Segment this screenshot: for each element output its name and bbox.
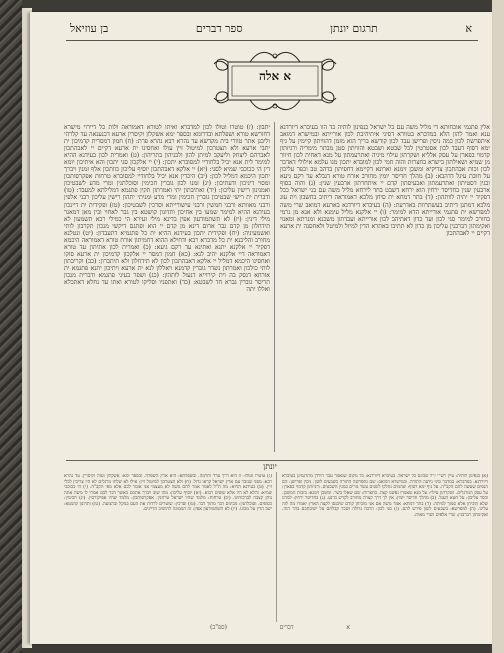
signature-mark: דברים xyxy=(279,624,294,631)
targum-column-left: יתבון: (ז) טוטרו וטולו לכון למדברא ואיתו לטורא דאמוראה ולות כל דיירוי מישרא דחורשא טורא ושפלתא ובדרומא ובספר ימא אשקלון וקיסרין ארעא דכנענאה עד קלרהי וליבנן אתר טוורי בית מקדשא עד נהרא רבא נהרא פרת: (ח) חמון דמסרית קדמיכון ית יתבי ארעא ולא תצטרכון למיטול זיין עולו ואחסינו ית ארעא דקיים יי לאבהתכון לאברהם ליצחק וליעקב למיתן להון ולבניהון בתריהון: (ט) ואמרית לכון בעידנא ההיא למימר לית אנא יכיל בלחודיי למסוברא יתכון: (י) יי אלקכון סגי יתכון והא איתיכון יומא דין הי ככוכבי שמיא לסגי: (יא) יי אלקא דאבהתכון יוסיף עליכון כוותכון אלף זמנין ויברך יתכון היכמא דמליל לכון: (יב) היכדין אנא יכיל בלחודיי למסוברא טרחות אפקרסותכון ומסוי דיניכון ודעתיכון: (יג) זמנו לכון גוברין חכימין וסוכלתנין ומרי מדע לשבטיכון ואמנינון רישין עליכון: (יד) ואתיבתון יתי ואמרתון תקין פתגמא דמלילתא למעבד: (טו) ודברית ית רישי שבטיכון גוברין חכימין ומרי מדע ומניתי יתהון רישין עליכון רבני אלפין ורבני מאוותא ורבני חמשין ורבני עישורייתא וסרכין לשבטיכון: (טז) ופקידית ית דיינכון בעידנא ההיא למימר שמעו בין אחיכון ותדונון קושטא בין גבר לאחוי ובין מאן דמאגר מילי דינין: (יז) לא תשתמודעון אפין בדינא מילי זעירא הי כמילי רבא תשמעון לא תידחלון מן קדם גבר ארום דינא מן קדם יי הוא ופתגם דיקשי מנכון תקרבון לותי ואשמעיניה: (יח) ופקידית יתכון בעידנא ההיא ית כל פתגמיא דתעבדון: (יט) ונטלנא מחורב והליכנא ית כל מדברא רבא ודחילא ההוא דחמיתון אורח טורא דאמוראה היכמא דפקיד יי אלקנא יתנא ואתינא עד רקם גיעא: (כ) ואמרית לכון אתיתון עד טורא דאמוראה דיי אלקנא יהיב לנא: (כא) חמון דמסר יי אלקכון קדמיכון ית ארעא סוקו ואחסינו היכמא דמליל יי אלקא דאבהתכון לכון לא תידחלון ולא תיתברון: (כב) וקריבתון לותי כולכון ואמרתון נשדר גוברין קדמנא ויאללון לנא ית ארעא ויתיבון יתנא פתגמא ית אורחא דנסק בה וית קירוייא דנעול לותהון: (כג) ושפר בעיני פתגמא ודברית מנכון תריסר גוברין גברא חד לשבטא: (כד) ואתפניו וסליקו לטורא ואתו עד נחלא דאתכלא ואללו יתה xyxy=(64,124,270,294)
book-page xyxy=(30,12,492,644)
targum-column-right: אלין פתגמי אוכחותא די מליל משה עם כל ישראל כנפינון לותיה כד הוו בעיברא דיורדנא ענא ואמר להון הלא במדברא בטוורא דסיני איתיהיבת לכון אורייתא ובמישרא דמואב איתפרשת לכון כמה ניסין ופרישן עבד לכון קודשא בריך הוא מזמן דהוויתון קיימין על גיף ימא דסוף דעבד לכון אסטרטין לכל שבטא ושבטא והוויתון סטן מבתר מימריה ורגיזתון קדמוי בפארן על עסק אלליא ושקרתון עילוי מיניה ואתרעמתון על מנא דאחית לכון חיוור מן שמיא ושאילתון בישרא בחצרות והוה חמי לכון למובדא יתכון מגו עלמא אילולי דאדכר לכון זכות אבהתכון צדיקיא ומשכן זימנא וארונא דקיימא דחפיתון בדהב טב וכפר עליכון על חובת עיגל דדהבא: (ב) מהלך חדיסר יומין מחורב אורח טורא דגבלא עד רקם גיעא ובגין דסטיתון ואתרעמתון ואכעיסתון קדם יי איתחרתון ארבעין שנין: (ג) והוה בסוף ארבעין שנין בחדיסר ירחין הוא ירחא דשבט בחד לירחא מליל משה עם בני ישראל ככל דפקיד יי יתיה לוותהון: (ד) בתר דמחא ית סיחן מלכא דאמוראה דיתיב בחשבון וית עוג מלכא דמתנן דיתיב בעשתרוות באדרעת: (ה) בעיברא דיורדנא בארעא דמואב שרי משה למפרשא ית פתגמי אורייתא הדא למימר: (ו) יי אלקנא מליל עימנא ולא אנא מן גרמי בחורב למימר סגי לכון ועד כדון דאתיהב לכון אורייתא ועבדתון משכנא ומנרתא ומאנוי ואקימתון רברבנין עליכון מן כדון לא תתיבו באתרא הדין למיזל ולמיטל ולאחסנה ית ארעא דקיים יי לאבהתכון xyxy=(280,124,490,237)
commentary-divider xyxy=(276,472,277,622)
header-left: בן עוזיאל xyxy=(70,22,109,35)
column-divider xyxy=(274,122,275,452)
header-rule xyxy=(66,40,478,41)
header-center: ספר דברים xyxy=(195,22,243,35)
book-binding xyxy=(0,0,22,653)
header-right: תרגום יונתן xyxy=(330,22,378,35)
header-number: א xyxy=(465,22,472,35)
footnote-rule xyxy=(66,460,478,461)
signature-marks xyxy=(210,624,350,631)
cartouche-title: א אלה xyxy=(258,69,292,83)
commentary-column-right: (א) כנפינון לותיה: עיין רש"י ז"ל שכינס כל ישראל. בעיברא דיורדנא: כל מקום שנאמר עבר הירדן מתרגמינן בעיברא דיורדנא. במדברא: במדבר סיני ניתנה התורה. ובמישרא דמואב: שם נתפרשה התורה בשבעים לשון. ניסין ופרישן: הם הנסים שעשה להם הקב"ה. על גיף ימא דסוף: שהמים נחלקו לשנים עשר גזרים כמנין השבטים. ורגיזתון קדמוי בפארן: על עסק המרגלים. ושקרתון עילוי: על מנא שאמרו נפשנו קצה. בחצרות: שם שאלו בשר. ומשכן זימנא: בזכות המשכן. וכפר עליכון: על חטא העגל. (ב) מהלך חדיסר יומין: אין לך דרך קצרה מחורב לקדש ברנע. (ג) בחדיסר ירחין: למדנו שלא הוכיחן אלא סמוך למיתה. (ד) בתר דמחא: אמר משה אם אני מוכיחן קודם שיכנסו לקצה הארץ יאמרו מה לזה עלינו. (ה) למפרשא: בשבעים לשון פירש להם. (ו) סגי לכון: הרבה גדולה ושכר קבלתם על ישיבתכם בהר הזה. ואקימתון רברבנין: שרי אלפים ושרי מאות. xyxy=(282,474,488,518)
running-header xyxy=(70,22,472,38)
signature-mark: א xyxy=(346,624,350,631)
signature-mark: (ספ"ב) xyxy=(210,624,227,631)
next-page-strip xyxy=(492,0,504,653)
commentary-column-left: (ז) טוטרו וטולו: זו היא דרך ערד וחרמה. ובשפלתא: היא ארץ השפלה. ובספר ימא: אשקלון ועזה וקיסרין. עד נהרא רבא: מפני שנזכר עם ארץ ישראל קראו גדול. (ח) ולא תצטרכון למיטול זיין: אילו לא שלחו מרגלים לא היו צריכין לכלי זיין. (ט) בעידנא ההיא: מה ת"ל לאמר אמר להם משה לא מעצמי אני אומר לכם אלא מפי הקב"ה. (י) הי ככוכבי שמיא: והלא לא היו אלא ששים רבוא. (יא) יוסיף עליכון: מהו שוב ויברך אתכם כאשר דבר לכם אמרו לו משה אתה נותן קצבה לברכותינו. (יב) טרחות: מלמד שהיו ישראל טרחנין. אפקרסותכון: מלמד שהיו אפיקורסין. (יג) חכימין: כסופים. וסוכלתנין: מבינים דבר מתוך דבר. (טו) וסרכין: שוטרים לרדות את העם במקל וברצועה. (טז) ותדונון קושטא: ישב הדין על מכונו. (יז) לא תשתמודעון אפין: זה הממונה להושיב הדיינים. xyxy=(64,474,272,512)
commentary-heading: יונתן xyxy=(263,462,277,471)
